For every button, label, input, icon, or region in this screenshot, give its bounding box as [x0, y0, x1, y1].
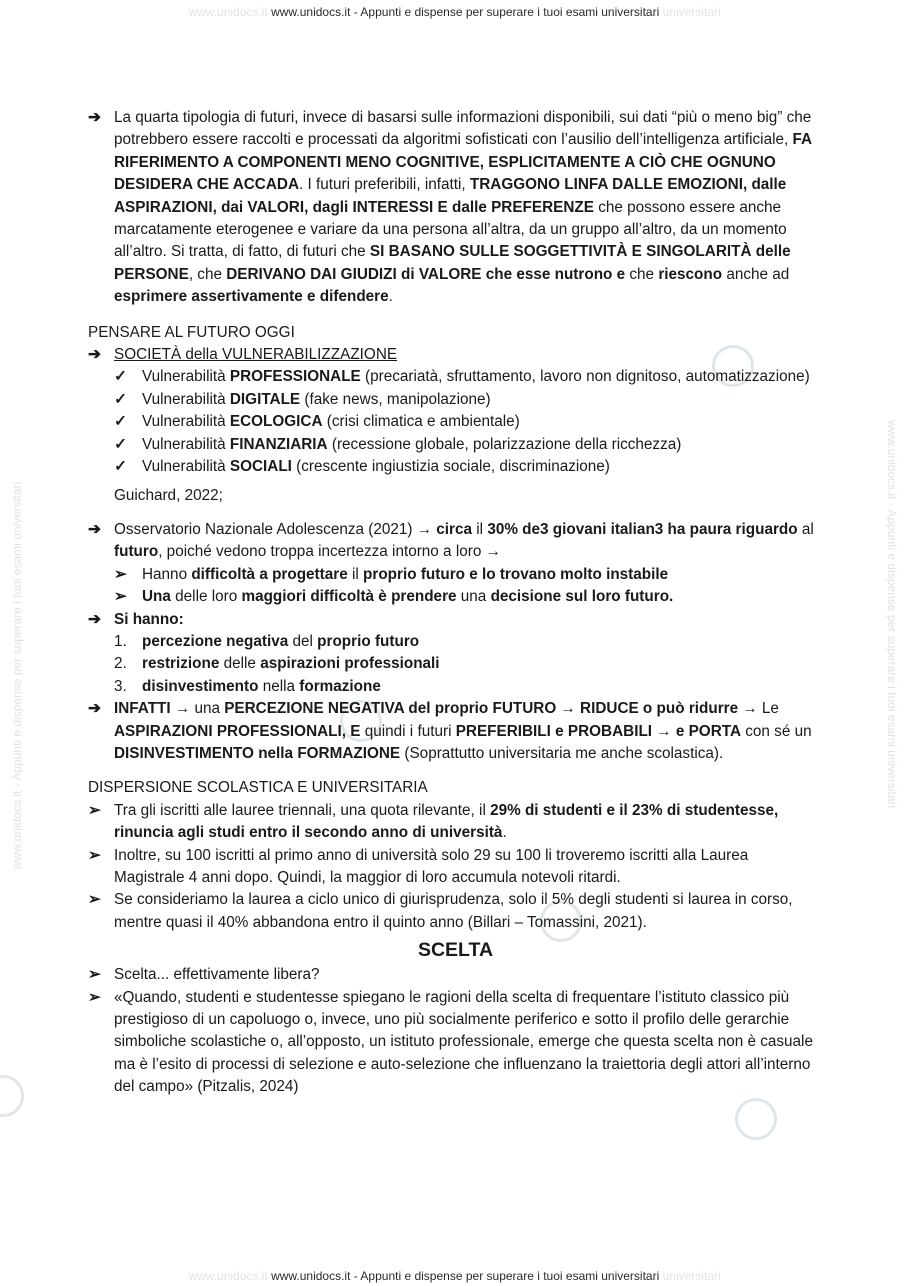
triangle-bullet-icon: ➢: [88, 966, 101, 984]
bold-text: difficoltà a progettare: [191, 565, 348, 583]
text: Inoltre, su 100 iscritti al primo anno di università solo 29 su 100 li troveremo iscritti alla Laurea Magistrale 4 anni dopo. Quindi, la maggior di loro accumula notevoli ritardi.: [114, 846, 749, 886]
text: (fake news, manipolazione): [300, 390, 491, 408]
si-hanno-label: [88, 609, 823, 631]
bold-text: PERCEZIONE NEGATIVA del proprio FUTURO: [224, 700, 557, 718]
arrow-icon: → e: [652, 722, 689, 740]
bold-text: ASPIRAZIONI PROFESSIONALI, E: [114, 722, 361, 740]
bold-text: RIDUCE o può ridurre: [580, 700, 739, 718]
triangle-bullet-icon: ➢: [114, 588, 127, 606]
citation: Guichard, 2022;: [114, 486, 223, 504]
arrow-icon: →: [485, 543, 501, 561]
text: il: [472, 520, 488, 538]
list-item: [88, 366, 823, 388]
bold-text: restrizione: [142, 655, 220, 673]
paragraph-osservatorio: [88, 519, 823, 564]
check-icon: ✓: [114, 413, 127, 431]
triangle-bullet-icon: ➢: [88, 891, 101, 909]
bold-text: disinvestimento: [142, 677, 259, 695]
bold-text: PROFESSIONALE: [229, 368, 361, 386]
bold-text: TRAGGONO LINFA DALLE EMOZIONI, dalle ASPIRAZIONI, dai VALORI, dagli INTERESSI E dalle PREFERENZE: [114, 176, 787, 216]
bold-text: maggiori difficoltà è prendere: [241, 588, 457, 606]
text: delle loro: [170, 588, 242, 606]
list-item: [88, 889, 823, 934]
text: quindi i futuri: [360, 722, 456, 740]
text: (crescente ingiustizia sociale, discriminazione): [291, 458, 610, 476]
text: (Soprattutto universitaria me anche scolastica).: [400, 744, 724, 762]
header-ghost-left: www.unidocs.it: [188, 5, 268, 19]
text: una: [456, 588, 491, 606]
text: una: [194, 700, 225, 718]
bold-text: FINANZIARIA: [229, 435, 328, 453]
bold-text: formazione: [299, 677, 381, 695]
check-icon: ✓: [114, 368, 127, 386]
text: La quarta tipologia di futuri, invece di basarsi sulle informazioni disponibili, sui dati “più o meno big” che potrebbero essere raccolti e processati da algoritmi sofisticati con l’ausilio dell’intelligenza artificiale,: [114, 109, 812, 149]
bold-text: proprio futuro e lo trovano molto instabile: [363, 565, 669, 583]
text: il: [347, 565, 364, 583]
bold-text: DISINVESTIMENTO nella FORMAZIONE: [114, 744, 401, 762]
list-number: 3.: [114, 677, 127, 695]
bold-text: futuro: [114, 543, 159, 561]
text: Vulnerabilità: [142, 413, 230, 431]
text: Vulnerabilità: [142, 368, 230, 386]
bold-text: circa: [436, 520, 472, 538]
text: con sé un: [741, 722, 812, 740]
text: , poiché vedono troppa incertezza intorno a loro: [158, 543, 486, 561]
check-icon: ✓: [114, 435, 127, 453]
triangle-bullet-icon: ➢: [114, 565, 127, 583]
list-item: [88, 800, 823, 845]
bold-text: FA RIFERIMENTO A COMPONENTI MENO COGNITIVE, ESPLICITAMENTE A CIÒ CHE OGNUNO DESIDERA CHE ACCADA: [114, 131, 812, 194]
triangle-bullet-icon: ➢: [88, 988, 101, 1006]
side-watermark-left: www.unidocs.it - Appunti e dispense per superare i tuoi esami universitari: [10, 481, 24, 870]
text: Le: [761, 700, 779, 718]
text: . I futuri preferibili, infatti,: [299, 176, 470, 194]
text: Hanno: [142, 565, 192, 583]
list-item: [88, 586, 823, 608]
footer-ghost-right: universitari: [662, 1269, 721, 1283]
arrow-icon: →: [738, 700, 762, 718]
text: anche ad: [722, 265, 790, 283]
text: (recessione globale, polarizzazione della ricchezza): [327, 435, 682, 453]
text: Tra gli iscritti alle lauree triennali, una quota rilevante, il: [114, 801, 491, 819]
numbered-item: [88, 653, 823, 675]
text: Vulnerabilità: [142, 390, 230, 408]
watermark-logo-icon: [0, 1075, 24, 1117]
bold-text: DERIVANO DAI GIUDIZI di VALORE che esse nutrono e: [226, 265, 626, 283]
text: (crisi climatica e ambientale): [322, 413, 520, 431]
check-icon: ✓: [114, 390, 127, 408]
list-item: [88, 564, 823, 586]
text: Vulnerabilità: [142, 435, 230, 453]
text: Scelta... effettivamente libera?: [114, 966, 320, 984]
header-ghost-right: universitari: [662, 5, 721, 19]
list-item: [88, 434, 823, 456]
bold-text: riescono: [658, 265, 723, 283]
paragraph-infatti: [88, 698, 823, 765]
triangle-bullet-icon: ➢: [88, 801, 101, 819]
list-item: [88, 456, 823, 478]
text: .: [388, 288, 393, 306]
text: Se consideriamo la laurea a ciclo unico di giurisprudenza, solo il 5% degli studenti si laurea in corso, mentre quasi il 40% abbandona entro il quinto anno (Billari – Tomassini, 2021).: [114, 891, 793, 931]
footer-text: www.unidocs.it - Appunti e dispense per superare i tuoi esami universitari: [271, 1269, 660, 1283]
text: che: [625, 265, 659, 283]
bold-text: DIGITALE: [229, 390, 301, 408]
subheading-vulnerabilizzazione: [88, 344, 823, 366]
list-item: [88, 987, 823, 1099]
side-watermark-right: www.unidocs.it - Appunti e dispense per superare i tuoi esami universitari: [885, 420, 899, 809]
section-heading: PENSARE AL FUTURO OGGI: [88, 323, 295, 341]
bold-text: PREFERIBILI e PROBABILI: [455, 722, 653, 740]
text: che possono essere anche marcatamente eterogenee e variare da una persona all’altra, da un gruppo all’altro, da un momento all’altro. Si tratta, di fatto, di futuri che: [114, 198, 787, 261]
list-number: 1.: [114, 632, 127, 650]
footer-ghost-left: www.unidocs.it: [188, 1269, 268, 1283]
text: «Quando, studenti e studentesse spiegano le ragioni della scelta di frequentare l’istituto classico più prestigioso di un capoluogo o, invece, uno più socialmente periferico e sotto il profilo delle gerarchie simboliche scolastiche o, all’opposto, un istituto professionale, emerge che questa scelta non è casuale ma è l’esito di processi di selezione e auto-selezione che influenzano la traiettoria degli attori all’interno del campo» (Pitzalis, 2024): [114, 988, 813, 1096]
bold-text: Si hanno:: [114, 610, 184, 628]
document-body: [88, 107, 823, 1099]
text: del: [288, 632, 318, 650]
section-title: SCELTA: [417, 939, 494, 962]
arrow-icon: ➔: [88, 700, 101, 718]
bold-text: ECOLOGICA: [229, 413, 323, 431]
check-icon: ✓: [114, 458, 127, 476]
list-number: 2.: [114, 655, 127, 673]
list-item: [88, 845, 823, 890]
numbered-item: [88, 676, 823, 698]
arrow-icon: ➔: [88, 520, 101, 538]
page-header: [0, 5, 909, 19]
arrow-icon: ➔: [88, 109, 101, 126]
list-item: [88, 389, 823, 411]
bold-text: esprimere assertivamente e difendere: [114, 288, 389, 306]
bold-text: SI BASANO SULLE SOGGETTIVITÀ E SINGOLARITÀ delle PERSONE: [114, 243, 791, 283]
text: nella: [258, 677, 300, 695]
arrow-icon: ➔: [88, 610, 101, 628]
text: Vulnerabilità: [142, 458, 230, 476]
bold-text: percezione negativa: [142, 632, 289, 650]
text: al: [797, 520, 814, 538]
arrow-icon: ➔: [88, 346, 101, 364]
numbered-item: [88, 631, 823, 653]
text: , che: [188, 265, 227, 283]
bold-text: aspirazioni professionali: [260, 655, 440, 673]
list-item: [88, 411, 823, 433]
list-item: [88, 964, 823, 986]
bold-text: proprio futuro: [317, 632, 420, 650]
text: .: [502, 824, 507, 842]
text: Osservatorio Nazionale Adolescenza (2021): [114, 520, 417, 538]
header-text: www.unidocs.it - Appunti e dispense per superare i tuoi esami universitari: [271, 5, 660, 19]
arrow-icon: →: [416, 520, 433, 538]
page-footer: [0, 1269, 909, 1283]
bold-text: 29% di studenti e il 23% di studentesse, rinuncia agli studi entro il secondo anno di università: [114, 801, 779, 842]
underlined-text: SOCIETÀ della VULNERABILIZZAZIONE: [114, 346, 398, 364]
triangle-bullet-icon: ➢: [88, 846, 101, 864]
paragraph-future-types: [88, 107, 823, 309]
arrow-icon: →: [556, 700, 581, 718]
bold-text: Una: [142, 588, 171, 606]
watermark-logo-icon: [735, 1098, 777, 1140]
bold-text: SOCIALI: [229, 458, 292, 476]
bold-text: 30% de3 giovani italian3 ha paura riguardo: [487, 520, 798, 538]
bold-text: PORTA: [688, 722, 742, 740]
bold-text: decisione sul loro futuro.: [490, 588, 674, 606]
text: (precariatà, sfruttamento, lavoro non dignitoso, automatizzazione): [360, 368, 810, 386]
text: delle: [219, 655, 261, 673]
arrow-icon: →: [170, 700, 195, 718]
bold-text: INFATTI: [114, 700, 171, 718]
section-heading: DISPERSIONE SCOLASTICA E UNIVERSITARIA: [88, 779, 428, 797]
